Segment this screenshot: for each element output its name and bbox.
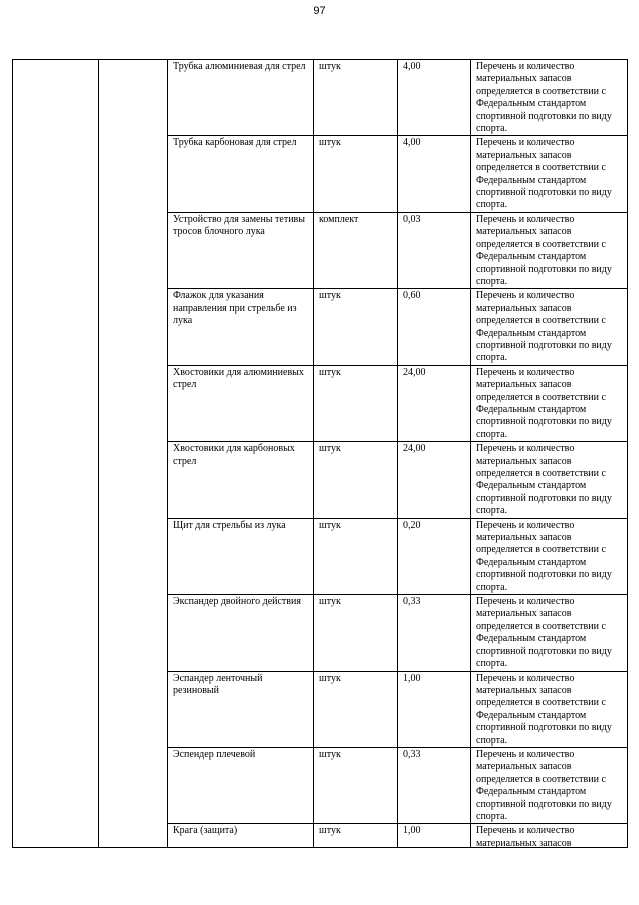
item-note-text: Перечень и количество материальных запасов определяется в соответствии с Федеральным стандартом спортивной подготовки по виду спорта. [476, 366, 612, 440]
item-unit-cell: штук [314, 136, 398, 212]
item-quantity-cell: 4,00 [398, 60, 471, 136]
item-name-cell: Крага (защита) [168, 824, 314, 848]
item-note-text: Перечень и количество материальных запасов определяется в соответствии с Федеральным стандартом спортивной подготовки по виду спорта. [476, 137, 612, 211]
item-unit-cell: штук [314, 60, 398, 136]
item-note-text: Перечень и количество материальных запасов определяется в соответствии с Федеральным стандартом спортивной подготовки по виду спорта. [476, 290, 612, 364]
item-note-cell [471, 136, 628, 212]
item-note-cell [471, 747, 628, 823]
item-name-cell: Хвостовики для алюминиевых стрел [168, 365, 314, 441]
item-name-cell: Экспандер двойного действия [168, 595, 314, 671]
page-number: 97 [313, 5, 326, 17]
item-quantity-cell: 24,00 [398, 442, 471, 518]
item-quantity-cell: 1,00 [398, 824, 471, 848]
item-note-text: Перечень и количество материальных запасов определяется в соответствии с Федеральным стандартом спортивной подготовки по виду спорта. [476, 443, 612, 517]
item-quantity-cell: 4,00 [398, 136, 471, 212]
item-unit-cell: комплект [314, 212, 398, 288]
item-unit-cell: штук [314, 747, 398, 823]
item-note-text: Перечень и количество материальных запасов [476, 825, 575, 848]
item-name-cell: Щит для стрельбы из лука [168, 518, 314, 594]
item-note-cell [471, 518, 628, 594]
table-row [13, 60, 628, 136]
item-name-cell: Устройство для замены тетивы тросов блочного лука [168, 212, 314, 288]
item-name-cell: Эспандер ленточный резиновый [168, 671, 314, 747]
item-quantity-cell: 1,00 [398, 671, 471, 747]
empty-column-1 [13, 60, 99, 848]
item-note-cell [471, 365, 628, 441]
item-note-cell [471, 289, 628, 365]
item-quantity-cell: 0,60 [398, 289, 471, 365]
item-note-cell [471, 824, 628, 848]
item-note-text: Перечень и количество материальных запасов определяется в соответствии с Федеральным стандартом спортивной подготовки по виду спорта. [476, 519, 612, 593]
item-unit-cell: штук [314, 518, 398, 594]
item-note-text: Перечень и количество материальных запасов определяется в соответствии с Федеральным стандартом спортивной подготовки по виду спорта. [476, 748, 612, 822]
item-note-text: Перечень и количество материальных запасов определяется в соответствии с Федеральным стандартом спортивной подготовки по виду спорта. [476, 213, 612, 287]
item-name-cell: Трубка карбоновая для стрел [168, 136, 314, 212]
item-unit-cell: штук [314, 365, 398, 441]
item-unit-cell: штук [314, 824, 398, 848]
item-note-cell [471, 671, 628, 747]
item-note-text: Перечень и количество материальных запасов определяется в соответствии с Федеральным стандартом спортивной подготовки по виду спорта. [476, 61, 612, 135]
item-name-cell: Хвостовики для карбоновых стрел [168, 442, 314, 518]
item-unit-cell: штук [314, 442, 398, 518]
item-note-cell [471, 212, 628, 288]
item-unit-cell: штук [314, 671, 398, 747]
item-note-text: Перечень и количество материальных запасов определяется в соответствии с Федеральным стандартом спортивной подготовки по виду спорта. [476, 596, 612, 670]
item-unit-cell: штук [314, 595, 398, 671]
item-name-cell: Флажок для указания направления при стрельбе из лука [168, 289, 314, 365]
item-name-cell: Трубка алюминиевая для стрел [168, 60, 314, 136]
item-quantity-cell: 0,33 [398, 747, 471, 823]
item-name-cell: Эспендер плечевой [168, 747, 314, 823]
item-quantity-cell: 0,33 [398, 595, 471, 671]
item-note-cell [471, 442, 628, 518]
item-note-text: Перечень и количество материальных запасов определяется в соответствии с Федеральным стандартом спортивной подготовки по виду спорта. [476, 672, 612, 746]
empty-column-2 [99, 60, 168, 848]
item-quantity-cell: 24,00 [398, 365, 471, 441]
item-note-cell [471, 595, 628, 671]
item-quantity-cell: 0,03 [398, 212, 471, 288]
item-quantity-cell: 0,20 [398, 518, 471, 594]
item-unit-cell: штук [314, 289, 398, 365]
inventory-table [12, 59, 628, 848]
item-note-cell [471, 60, 628, 136]
